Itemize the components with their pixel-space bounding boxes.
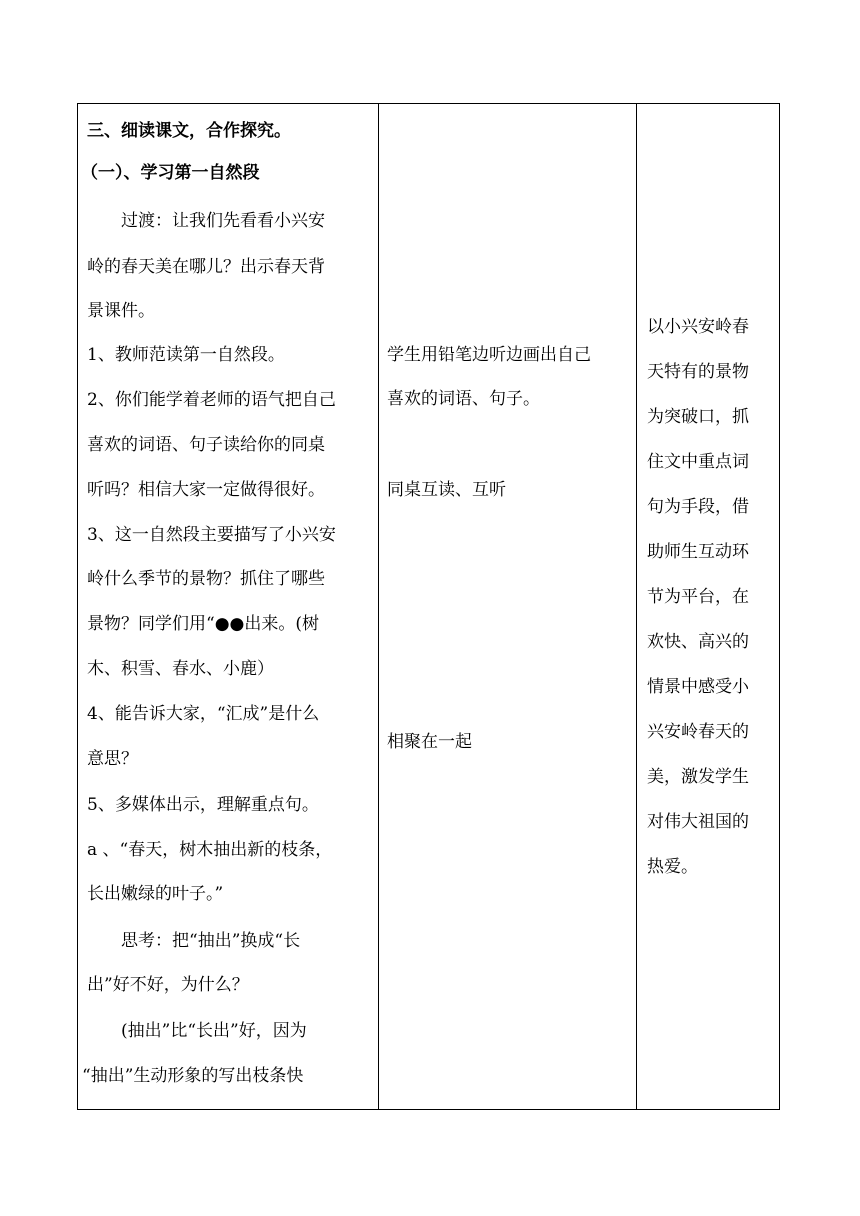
text-line: 5、多媒体出示，理解重点句。 <box>87 795 319 815</box>
intent-line: 节为平台，在 <box>647 587 749 607</box>
cut-off-text-line <box>82 1107 378 1109</box>
text-line: 喜欢的词语、句子读给你的同桌 <box>87 435 325 455</box>
text-line: 岭的春天美在哪儿？出示春天背 <box>87 257 325 277</box>
design-intent-column <box>637 104 780 1109</box>
activity-line: 相聚在一起 <box>387 732 472 752</box>
intent-line: 住文中重点词 <box>647 452 749 472</box>
text-line: 思考：把“抽出”换成“长 <box>87 931 301 951</box>
intent-line: 句为手段，借 <box>647 497 749 517</box>
text-line: 木、积雪、春水、小鹿） <box>87 659 274 679</box>
text-line: 景课件。 <box>87 301 155 321</box>
intent-line: 为突破口，抓 <box>647 407 749 427</box>
text-line: (抽出”比“长出”好，因为 <box>87 1021 307 1041</box>
intent-line: 兴安岭春天的 <box>647 722 749 742</box>
intent-line: 助师生互动环 <box>647 542 749 562</box>
intent-line: 热爱。 <box>647 857 698 877</box>
intent-line: 情景中感受小 <box>647 677 749 697</box>
text-line: 1、教师范读第一自然段。 <box>87 345 285 365</box>
activity-line: 学生用铅笔边听边画出自己 <box>387 345 591 365</box>
intent-line: 对伟大祖国的 <box>647 812 749 832</box>
text-line: 长出嫩绿的叶子。” <box>87 884 224 904</box>
text-line: 意思？ <box>87 749 138 769</box>
text-line: 3、这一自然段主要描写了小兴安 <box>87 525 336 545</box>
text-line: 听吗？相信大家一定做得很好。 <box>87 480 325 500</box>
text-line: 过渡：让我们先看看小兴安 <box>87 211 325 231</box>
subsection-heading: （一）、学习第一自然段 <box>81 163 260 183</box>
student-activity-column <box>379 104 637 1109</box>
intent-line: 天特有的景物 <box>647 362 749 382</box>
activity-line: 喜欢的词语、句子。 <box>387 389 540 409</box>
teaching-process-column <box>78 104 379 1109</box>
lesson-table <box>77 103 780 1110</box>
intent-line: 欢快、高兴的 <box>647 632 749 652</box>
text-line: a 、“春天，树木抽出新的枝条， <box>87 840 333 860</box>
text-line: 出”好不好，为什么？ <box>87 975 249 995</box>
activity-line: 同桌互读、互听 <box>387 480 506 500</box>
text-line: “抽出”生动形象的写出枝条快 <box>82 1066 304 1086</box>
text-line: 4、能告诉大家，“汇成”是什么 <box>87 704 320 724</box>
text-line: 景物？同学们用“●●出来。(树 <box>87 614 319 634</box>
text-line: 岭什么季节的景物？抓住了哪些 <box>87 569 325 589</box>
intent-line: 美，激发学生 <box>647 767 749 787</box>
section-heading: 三、细读课文，合作探究。 <box>87 121 291 141</box>
text-line: 2、你们能学着老师的语气把自己 <box>87 390 336 410</box>
intent-line: 以小兴安岭春 <box>647 317 749 337</box>
